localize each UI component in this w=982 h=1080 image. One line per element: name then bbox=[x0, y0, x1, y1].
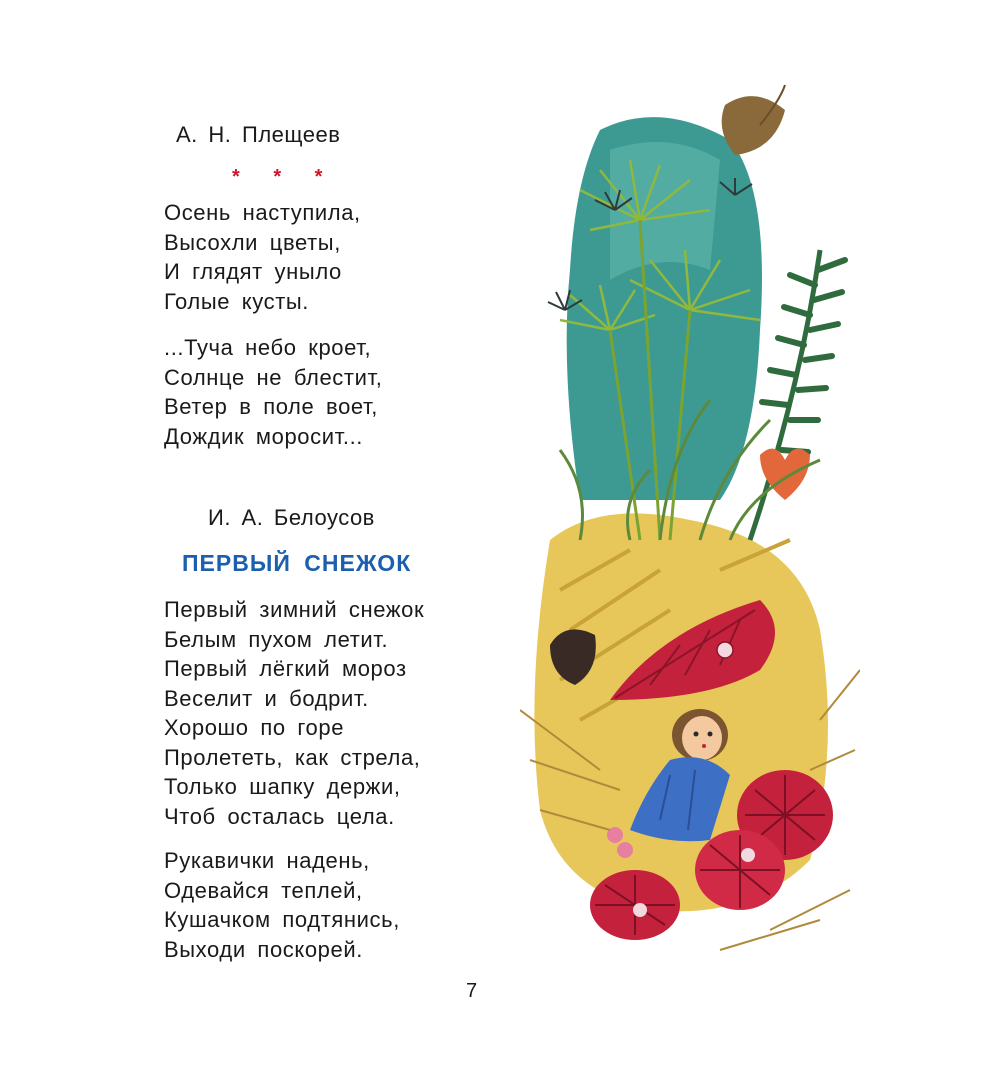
poem-line: Только шапку держи, bbox=[164, 774, 401, 799]
dewdrop bbox=[717, 642, 733, 658]
poem1-author: А. Н. Плещеев bbox=[176, 122, 341, 147]
poem-line: Веселит и бодрит. bbox=[164, 685, 369, 711]
poem-line: Рукавички надень, bbox=[164, 848, 370, 873]
poem-line: Белым пухом летит. bbox=[164, 626, 389, 652]
poem-line: Дождик моросит... bbox=[164, 423, 364, 449]
poem-line: Высохли цветы, bbox=[164, 229, 341, 255]
poem-line: И глядят уныло bbox=[164, 259, 342, 284]
poem-line: Ветер в поле воет, bbox=[164, 394, 378, 419]
poem-line: Первый лёгкий мороз bbox=[164, 656, 407, 681]
poem2-title: ПЕРВЫЙ СНЕЖОК bbox=[182, 550, 412, 576]
poem-line: Солнце не блестит, bbox=[164, 364, 383, 390]
poem-line: ...Туча небо кроет, bbox=[164, 335, 372, 360]
poem-line: Чтоб осталась цела. bbox=[164, 803, 395, 829]
doll-face bbox=[682, 716, 722, 760]
poem-line: Пролететь, как стрела, bbox=[164, 744, 421, 770]
poem-line: Кушачком подтянись, bbox=[164, 907, 400, 932]
page-number: 7 bbox=[466, 980, 478, 1002]
poem2-author: И. А. Белоусов bbox=[208, 505, 375, 530]
poem1-stanza-1 bbox=[164, 198, 361, 316]
poem-line: Первый зимний снежок bbox=[164, 597, 425, 622]
poem-line: Голые кусты. bbox=[164, 288, 310, 314]
poem-line: Осень наступила, bbox=[164, 200, 361, 225]
autumn-doll-illustration bbox=[520, 70, 860, 980]
poem2-stanza-2 bbox=[164, 846, 400, 964]
poem2-stanza-1 bbox=[164, 595, 424, 831]
poem-line: Хорошо по горе bbox=[164, 715, 345, 740]
poem1-separator-stars: * * * bbox=[232, 166, 337, 188]
poem-line: Одевайся теплей, bbox=[164, 877, 363, 903]
poem-line: Выходи поскорей. bbox=[164, 936, 363, 962]
poem1-stanza-2 bbox=[164, 333, 382, 451]
